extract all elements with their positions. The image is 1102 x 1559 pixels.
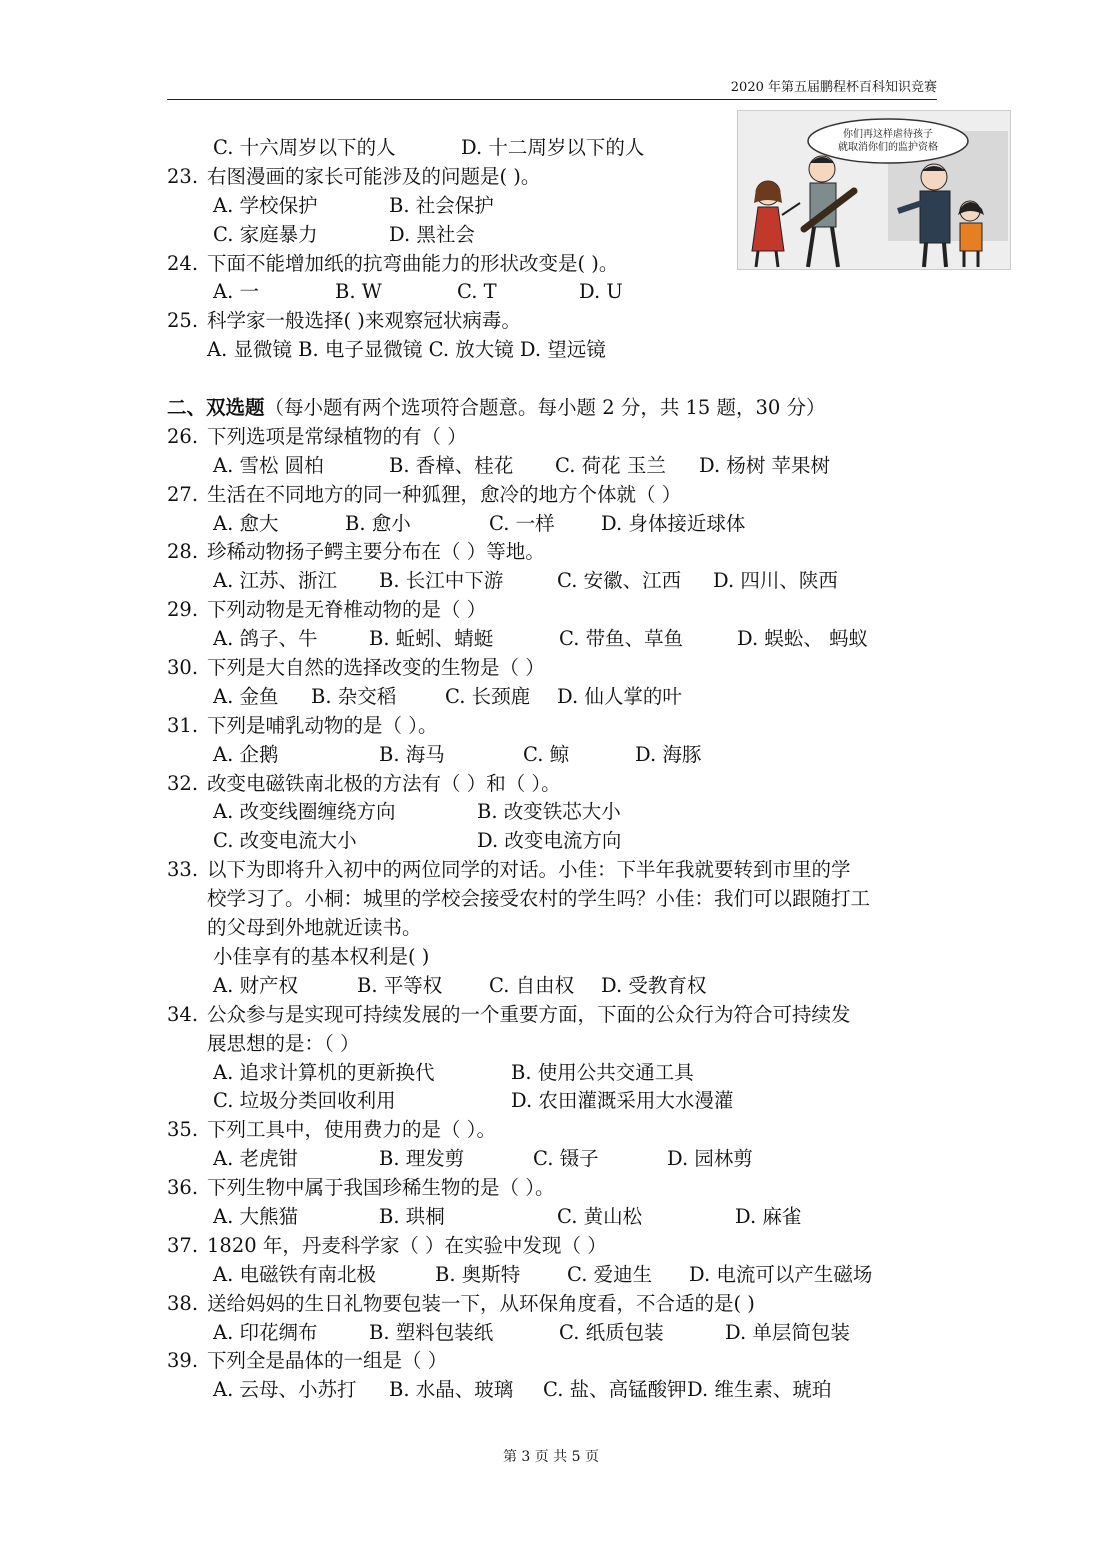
option-c: C. 纸质包装 xyxy=(559,1320,664,1344)
question-text: 下列生物中属于我国珍稀生物的是（ ）。 xyxy=(207,1176,555,1200)
option-a: A. 愈大 xyxy=(213,511,279,535)
question-number: 30. xyxy=(167,656,199,680)
question-34-line-2: 展思想的是：（ ） xyxy=(207,1031,360,1055)
section-title: 二、双选题 xyxy=(167,396,265,420)
section-gap xyxy=(167,365,947,394)
question-23 xyxy=(167,163,947,192)
question-32 xyxy=(167,770,947,799)
question-number: 34. xyxy=(167,1002,199,1026)
question-35 xyxy=(167,1116,947,1145)
question-37 xyxy=(167,1232,947,1261)
option-b: B. 蚯蚓、蜻蜓 xyxy=(369,627,494,651)
option-a: A. 改变线圈缠绕方向 xyxy=(213,800,396,824)
question-number: 23. xyxy=(167,164,199,188)
option-c: C. 黄山松 xyxy=(557,1204,643,1228)
option-b: B. 海马 xyxy=(379,742,445,766)
question-32-options-ab xyxy=(167,798,947,827)
option-a: A. 老虎钳 xyxy=(213,1147,298,1171)
question-options xyxy=(167,567,947,596)
option-a: A. 金鱼 xyxy=(213,684,279,708)
option-c: C. T xyxy=(457,280,497,304)
option-d: D. 改变电流方向 xyxy=(477,829,622,853)
question-options xyxy=(167,741,947,770)
option-d: D. U xyxy=(579,280,623,304)
option-c: C. 垃圾分类回收利用 xyxy=(213,1089,396,1113)
option-b: B. 社会保护 xyxy=(389,193,494,217)
exam-page xyxy=(167,134,947,1405)
header-rule xyxy=(167,99,937,100)
speech-line-1: 你们再这样虐待孩子 xyxy=(843,129,933,140)
option-b: B. 奥斯特 xyxy=(435,1262,521,1286)
option-d: D. 蜈蚣、 蚂蚁 xyxy=(737,627,869,651)
option-d: D. 维生素、琥珀 xyxy=(687,1378,832,1402)
option-d: D. 黑社会 xyxy=(389,222,475,246)
question-list-35-39 xyxy=(167,1116,947,1405)
option-c: C. 带鱼、草鱼 xyxy=(559,627,684,651)
option-c: C. 长颈鹿 xyxy=(445,684,531,708)
option-a: A. 云母、小苏打 xyxy=(213,1378,357,1402)
question-number: 26. xyxy=(167,424,199,448)
option-c: C. 鲸 xyxy=(523,742,570,766)
question-options xyxy=(167,625,947,654)
option-b: B. W xyxy=(335,280,382,304)
question-31 xyxy=(167,712,947,741)
option-a: A. 江苏、浙江 xyxy=(213,569,337,593)
option-d: D. 身体接近球体 xyxy=(601,511,746,535)
option-b: B. 香樟、桂花 xyxy=(389,453,514,477)
option-c: C. 爱迪生 xyxy=(567,1262,653,1286)
question-text: 下列是哺乳动物的是（ ）。 xyxy=(207,713,438,737)
page-header: 2020 年第五届鹏程杯百科知识竞赛 xyxy=(730,80,937,95)
option-a: A. 追求计算机的更新换代 xyxy=(213,1060,435,1084)
question-39 xyxy=(167,1347,947,1376)
question-options xyxy=(167,452,947,481)
option-b: B. 理发剪 xyxy=(379,1147,465,1171)
question-text: 右图漫画的家长可能涉及的问题是( )。 xyxy=(207,164,541,188)
question-text: 珍稀动物扬子鳄主要分布在（ ）等地。 xyxy=(207,540,545,564)
question-25-options xyxy=(167,336,947,365)
option-d: D. 四川、陕西 xyxy=(713,569,838,593)
question-text: 下列动物是无脊椎动物的是（ ） xyxy=(207,598,487,622)
option-c: C. 自由权 xyxy=(489,973,575,997)
question-text: 下列是大自然的选择改变的生物是（ ） xyxy=(207,656,545,680)
question-27 xyxy=(167,481,947,510)
option-d: D. 海豚 xyxy=(635,742,702,766)
question-25 xyxy=(167,307,947,336)
option-d: D. 电流可以产生磁场 xyxy=(689,1262,873,1286)
question-number: 39. xyxy=(167,1349,199,1373)
question-number: 38. xyxy=(167,1291,199,1315)
question-34-options-ab xyxy=(167,1059,947,1088)
option-a: A. 企鹅 xyxy=(213,742,279,766)
option-c: C. 十六周岁以下的人 xyxy=(213,136,396,159)
question-33 xyxy=(167,856,947,885)
question-number: 29. xyxy=(167,598,199,622)
option-d: D. 单层简包装 xyxy=(725,1320,850,1344)
question-text: 送给妈妈的生日礼物要包装一下，从环保角度看，不合适的是( ) xyxy=(207,1291,755,1315)
option-d: D. 农田灌溉采用大水漫灌 xyxy=(511,1089,734,1113)
question-text-line-1: 公众参与是实现可持续发展的一个重要方面，下面的公众行为符合可持续发 xyxy=(207,1002,851,1026)
option-a: A. 大熊猫 xyxy=(213,1204,298,1228)
option-c: C. 改变电流大小 xyxy=(213,829,357,853)
question-text: 1820 年，丹麦科学家（ ）在实验中发现（ ） xyxy=(207,1233,607,1257)
question-26 xyxy=(167,423,947,452)
question-32-options-cd xyxy=(167,827,947,856)
question-number: 28. xyxy=(167,540,199,564)
option-b: B. 珙桐 xyxy=(379,1204,445,1228)
question-33-line-3: 的父母到外地就近读书。 xyxy=(207,916,422,940)
option-b: B. 平等权 xyxy=(357,973,443,997)
option-a: A. 学校保护 xyxy=(213,193,318,217)
section-description: （每小题有两个选项符合题意。每小题 2 分，共 15 题，30 分） xyxy=(264,396,826,420)
question-number: 24. xyxy=(167,251,199,275)
question-number: 27. xyxy=(167,482,199,506)
question-number: 36. xyxy=(167,1176,199,1200)
option-a: A. 财产权 xyxy=(213,973,298,997)
question-options xyxy=(167,1376,947,1405)
q22-options-cd xyxy=(167,134,947,163)
option-a: A. 一 xyxy=(213,280,259,304)
option-d: D. 仙人掌的叶 xyxy=(557,684,682,708)
question-options xyxy=(167,1145,947,1174)
option-a: A. 印花绸布 xyxy=(213,1320,318,1344)
option-c: C. 家庭暴力 xyxy=(213,222,318,246)
option-b: B. 改变铁芯大小 xyxy=(477,800,621,824)
question-33-options xyxy=(167,972,947,1001)
speech-line-2: 就取消你们的监护资格 xyxy=(838,142,938,153)
question-text: 下列选项是常绿植物的有（ ） xyxy=(207,424,467,448)
question-options xyxy=(167,1203,947,1232)
question-text: 下列工具中，使用费力的是（ ）。 xyxy=(207,1118,496,1142)
question-number: 33. xyxy=(167,858,199,882)
question-text: 生活在不同地方的同一种狐狸，愈冷的地方个体就（ ） xyxy=(207,482,682,506)
question-24 xyxy=(167,250,947,279)
option-b: B. 使用公共交通工具 xyxy=(511,1060,694,1084)
options-line: A. 显微镜 B. 电子显微镜 C. 放大镜 D. 望远镜 xyxy=(207,338,606,362)
option-a: A. 雪松 圆柏 xyxy=(213,453,324,477)
question-33-prompt: 小佳享有的基本权利是( ) xyxy=(213,944,430,968)
question-23-options-cd xyxy=(167,221,947,250)
question-38 xyxy=(167,1290,947,1319)
question-number: 37. xyxy=(167,1233,199,1257)
question-number: 32. xyxy=(167,771,199,795)
option-b: B. 水晶、玻璃 xyxy=(389,1378,514,1402)
option-d: D. 十二周岁以下的人 xyxy=(461,136,645,159)
question-options xyxy=(167,1261,947,1290)
question-36 xyxy=(167,1174,947,1203)
option-d: D. 麻雀 xyxy=(735,1204,802,1228)
option-b: B. 塑料包装纸 xyxy=(369,1320,494,1344)
question-text: 科学家一般选择( )来观察冠状病毒。 xyxy=(207,309,521,333)
option-b: B. 长江中下游 xyxy=(379,569,504,593)
question-options xyxy=(167,1319,947,1348)
option-b: B. 愈小 xyxy=(345,511,411,535)
question-text: 改变电磁铁南北极的方法有（ ）和（ ）。 xyxy=(207,771,561,795)
question-28 xyxy=(167,538,947,567)
question-29 xyxy=(167,596,947,625)
option-c: C. 荷花 玉兰 xyxy=(555,453,666,477)
option-b: B. 杂交稻 xyxy=(311,684,397,708)
section-2-heading xyxy=(167,394,947,423)
option-d: D. 园林剪 xyxy=(667,1147,753,1171)
option-a: A. 鸽子、牛 xyxy=(213,627,318,651)
option-d: D. 受教育权 xyxy=(601,973,707,997)
question-23-options-ab xyxy=(167,192,947,221)
question-24-options xyxy=(167,278,947,307)
question-options xyxy=(167,683,947,712)
question-34-options-cd xyxy=(167,1087,947,1116)
question-30 xyxy=(167,654,947,683)
question-number: 31. xyxy=(167,713,199,737)
question-options xyxy=(167,510,947,539)
page-footer: 第 3 页 共 5 页 xyxy=(502,1449,600,1465)
question-number: 35. xyxy=(167,1118,199,1142)
option-c: C. 镊子 xyxy=(533,1147,599,1171)
option-d: D. 杨树 苹果树 xyxy=(699,453,831,477)
question-34 xyxy=(167,1001,947,1030)
option-a: A. 电磁铁有南北极 xyxy=(213,1262,376,1286)
question-33-line-2: 校学习了。小桐：城里的学校会接受农村的学生吗？小佳：我们可以跟随打工 xyxy=(207,887,871,911)
question-text: 下列全是晶体的一组是（ ） xyxy=(207,1349,448,1373)
question-number: 25. xyxy=(167,309,199,333)
question-text: 下面不能增加纸的抗弯曲能力的形状改变是( )。 xyxy=(207,251,619,275)
option-c: C. 安徽、江西 xyxy=(557,569,682,593)
option-c: C. 盐、高锰酸钾 xyxy=(543,1378,687,1402)
option-c: C. 一样 xyxy=(489,511,555,535)
question-text-line-1: 以下为即将升入初中的两位同学的对话。小佳：下半年我就要转到市里的学 xyxy=(207,858,851,882)
question-list-26-31 xyxy=(167,423,947,770)
